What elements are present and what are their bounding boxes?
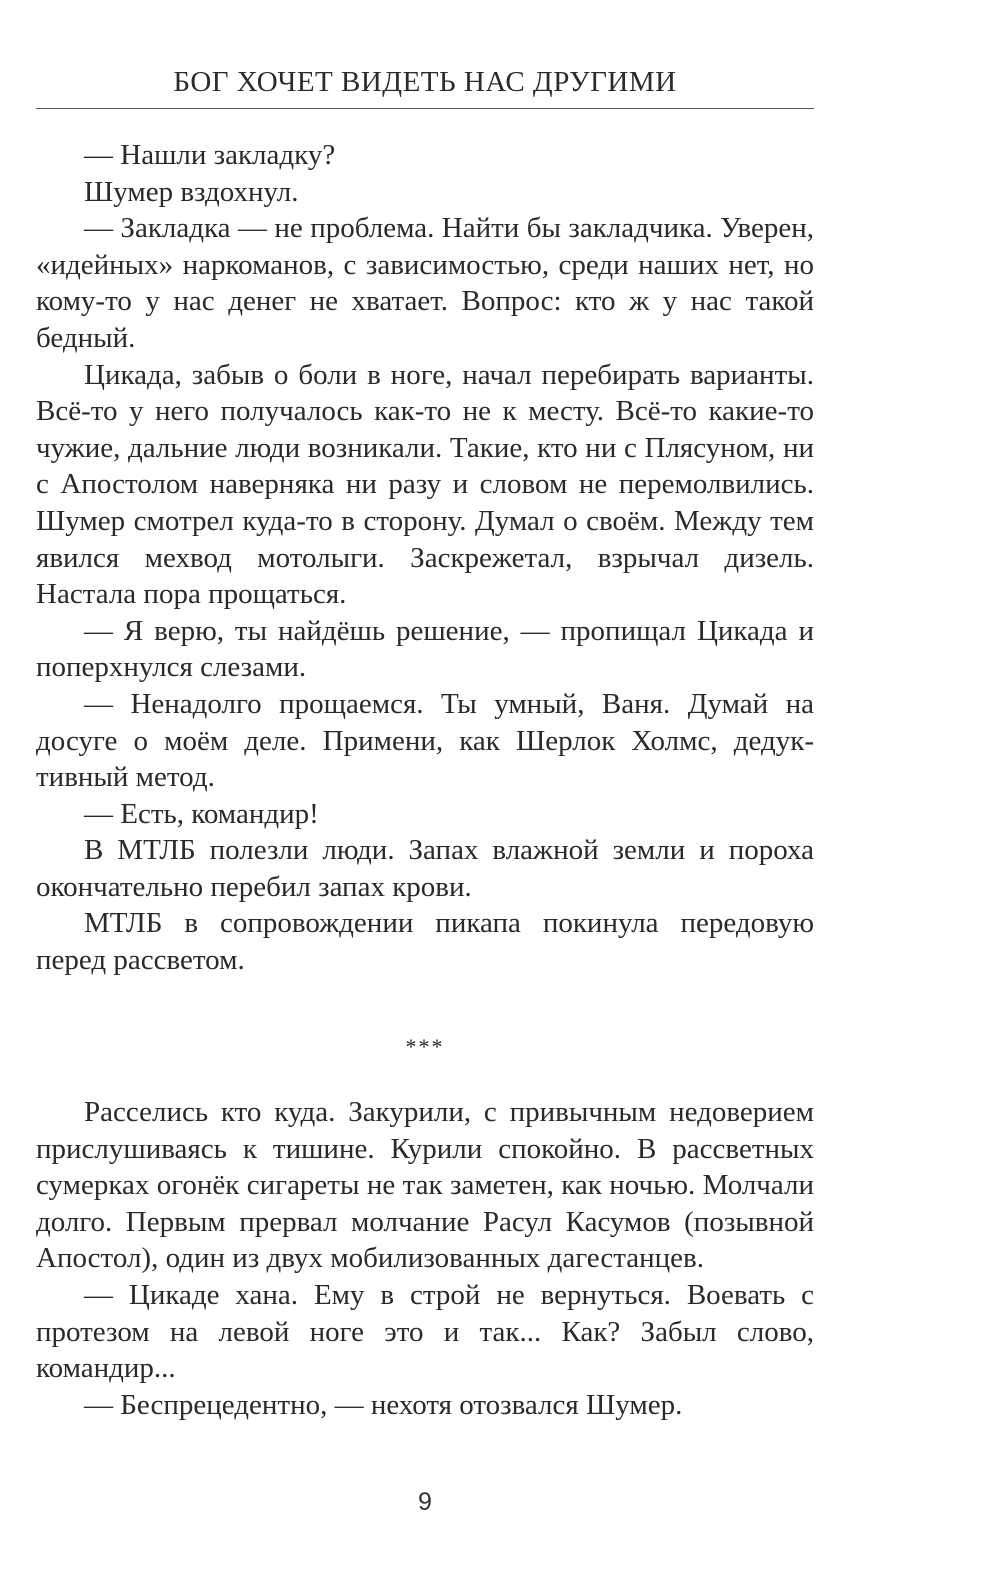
- paragraph: — Закладка — не проблема. Найти бы закладчика. Уверен, «идейных» наркоманов, с зависимостью, среди наших нет, но кому-то у нас денег не хватает. Вопрос: кто ж у нас такой бедный.: [36, 212, 814, 354]
- paragraph: — Цикаде хана. Ему в строй не вернуться. Воевать с протезом на левой ноге это и так... Как? Забыл слово, командир...: [36, 1278, 814, 1385]
- paragraph: Шумер вздохнул.: [84, 175, 299, 208]
- text-section-2: [36, 1094, 814, 1423]
- running-head-title: БОГ ХОЧЕТ ВИДЕТЬ НАС ДРУГИМИ: [173, 66, 677, 98]
- section-separator: ***: [405, 1034, 445, 1059]
- paragraph: — Я верю, ты найдёшь решение, — пропищал Цикада и поперхнулся слезами.: [36, 614, 814, 684]
- paragraph: — Беспрецедентно, — нехотя отозвался Шумер.: [84, 1388, 683, 1421]
- text-section-1: [36, 137, 814, 979]
- paragraph: — Нашли закладку?: [84, 139, 336, 171]
- page-number: 9: [418, 1488, 432, 1516]
- paragraph: — Ненадолго прощаемся. Ты умный, Ваня. Думай на досуге о моём деле. Примени, как Шерлок Холмс, дедуктивный метод.: [36, 687, 814, 794]
- paragraph: В МТЛБ полезли люди. Запах влажной земли и пороха окончательно перебил запах крови.: [36, 834, 814, 903]
- paragraph: Цикада, забыв о боли в ноге, начал перебирать варианты. Всё-то у него получалось как-то не к месту. Всё-то какие-то чужие, дальние люди возникали. Такие, кто ни с Плясуном, ни с Апостолом наверняка ни разу и словом не перемолвились. Шумер смотрел куда-то в сторону. Думал о своём. Между тем явился мехвод мотолыги. Заскрежетал, взрычал дизель. Настала пора прощаться.: [36, 358, 814, 611]
- paragraph: Расселись кто куда. Закурили, с привычным недоверием прислушиваясь к тишине. Курили спокойно. В рассветных сумерках огонёк сигареты не так заметен, как ночью. Молчали долго. Первым прервал молчание Расул Касумов (позывной Апостол), один из двух мобилизованных дагестанцев.: [36, 1096, 814, 1275]
- paragraph: — Есть, командир!: [84, 797, 319, 830]
- paragraph: МТЛБ в сопровождении пикапа покинула передовую перед рассветом.: [36, 907, 814, 977]
- header-rule: [36, 108, 814, 109]
